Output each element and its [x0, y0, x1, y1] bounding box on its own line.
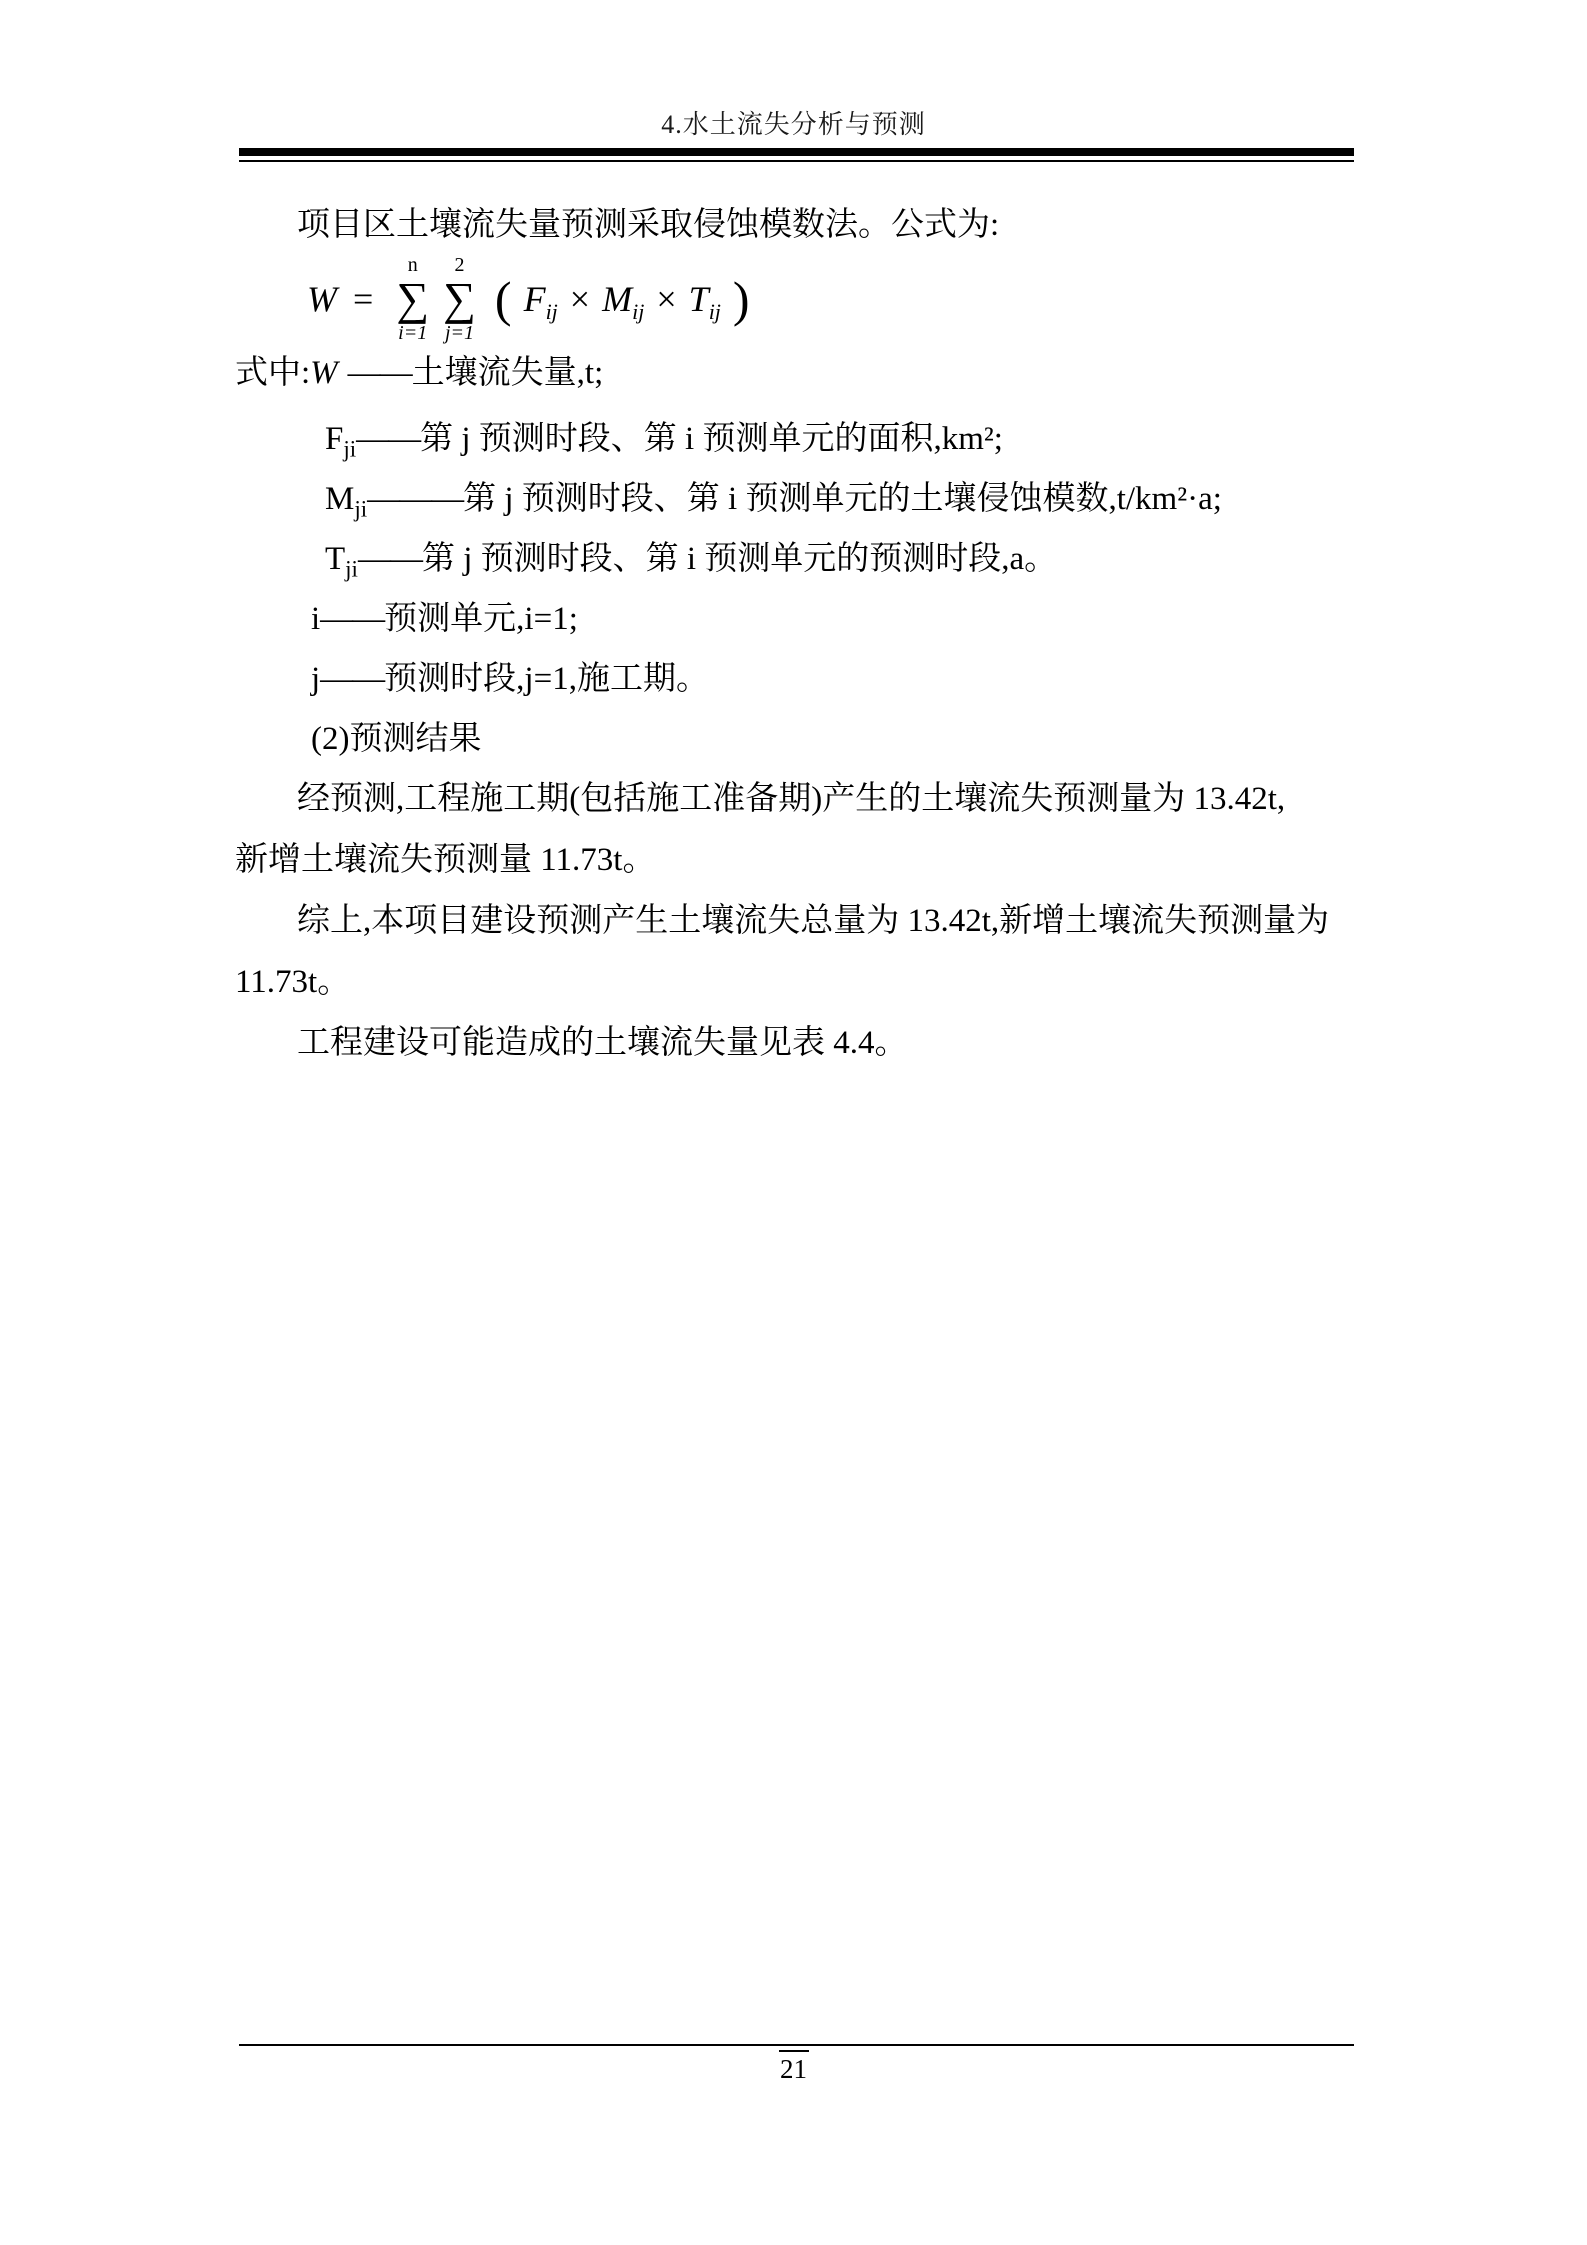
- multiply-sign: ×: [569, 279, 591, 319]
- document-body: [235, 195, 1357, 1074]
- formula-open-paren: (: [494, 271, 512, 327]
- formula-sum-j: [443, 254, 476, 344]
- em-dash: ———: [367, 481, 464, 517]
- footer-page-number-block: [0, 2050, 1587, 2085]
- results-paragraph-3: 工程建设可能造成的土壤流失量见表 4.4。: [297, 1025, 908, 1061]
- paragraph-line: 综上,本项目建设预测产生土壤流失总量为 13.42t,新增土壤流失预测量为: [297, 903, 1330, 939]
- page-number-overline: [779, 2050, 809, 2052]
- formula-term-m: [602, 278, 645, 325]
- page-number: 21: [780, 2054, 807, 2084]
- paragraph-line: 11.73t。: [235, 964, 351, 1000]
- header-double-rule: [239, 148, 1354, 162]
- definition-desc: 第 j 预测时段、第 i 预测单元的预测时段,a。: [421, 541, 1058, 577]
- formula-close-paren: ): [732, 271, 750, 327]
- multiply-sign: ×: [656, 279, 677, 319]
- formula-term-f: [523, 278, 558, 325]
- em-dash: ——: [356, 421, 421, 457]
- variable-w: W: [310, 355, 338, 391]
- page-header-title: 4.水土流失分析与预测: [661, 110, 926, 139]
- paragraph-line: 经预测,工程施工期(包括施工准备期)产生的土壤流失预测量为 13.42t,: [297, 781, 1286, 817]
- footer-rule: [239, 2044, 1354, 2046]
- variable-subscript: ji: [343, 436, 357, 462]
- definition-prefix: 式中:: [235, 355, 311, 391]
- term-subscript: ij: [708, 299, 721, 325]
- formula-lhs: W: [307, 279, 337, 319]
- definition-desc: 预测单元,i=1;: [384, 601, 578, 637]
- formula-sum-i: [396, 254, 429, 344]
- variable-i: i: [311, 601, 321, 637]
- results-heading: (2)预测结果: [311, 721, 482, 757]
- variable-subscript: ji: [354, 496, 368, 522]
- term-base: F: [523, 279, 546, 319]
- em-dash: ——: [320, 661, 385, 697]
- formula-equals: =: [353, 279, 374, 319]
- definition-desc: 第 j 预测时段、第 i 预测单元的面积,km²;: [420, 421, 1003, 457]
- results-paragraph-2: [235, 891, 1357, 1013]
- sum-lower-limit: i=1: [398, 322, 428, 344]
- sigma-icon: ∑: [396, 273, 430, 324]
- definition-t: [235, 529, 1357, 589]
- definition-desc: 预测时段,j=1,施工期。: [384, 661, 709, 697]
- header-rule-thick: [239, 148, 1354, 156]
- em-dash: ——: [357, 541, 422, 577]
- sum-upper-limit: 2: [454, 254, 465, 276]
- results-paragraph-1: [235, 769, 1357, 891]
- term-subscript: ij: [545, 299, 558, 325]
- term-base: M: [602, 279, 633, 319]
- em-dash: ——: [320, 601, 385, 637]
- soil-loss-formula: [235, 255, 1357, 343]
- variable-j: j: [311, 661, 321, 697]
- definition-i: [235, 589, 1357, 649]
- sum-upper-limit: n: [407, 254, 418, 276]
- definition-m: [235, 469, 1357, 529]
- variable-m: M: [325, 481, 355, 517]
- term-subscript: ij: [632, 299, 645, 325]
- formula-term-t: [688, 278, 721, 325]
- definition-j: [235, 649, 1357, 709]
- sigma-icon: ∑: [443, 273, 476, 324]
- term-base: T: [688, 279, 709, 319]
- header-rule-thin: [239, 160, 1354, 162]
- definition-desc: 第 j 预测时段、第 i 预测单元的土壤侵蚀模数,t/km²·a;: [463, 481, 1222, 517]
- paragraph-line: 新增土壤流失预测量 11.73t。: [235, 842, 656, 878]
- definition-f: [235, 409, 1357, 469]
- variable-t: T: [325, 541, 346, 577]
- definition-desc: 土壤流失量,t;: [411, 355, 604, 391]
- intro-paragraph: 项目区土壤流失量预测采取侵蚀模数法。公式为:: [297, 207, 1000, 243]
- sum-lower-limit: j=1: [444, 322, 475, 344]
- variable-f: F: [325, 421, 344, 457]
- em-dash: ——: [347, 355, 412, 391]
- definition-w: [235, 343, 1357, 403]
- variable-subscript: ji: [345, 556, 358, 582]
